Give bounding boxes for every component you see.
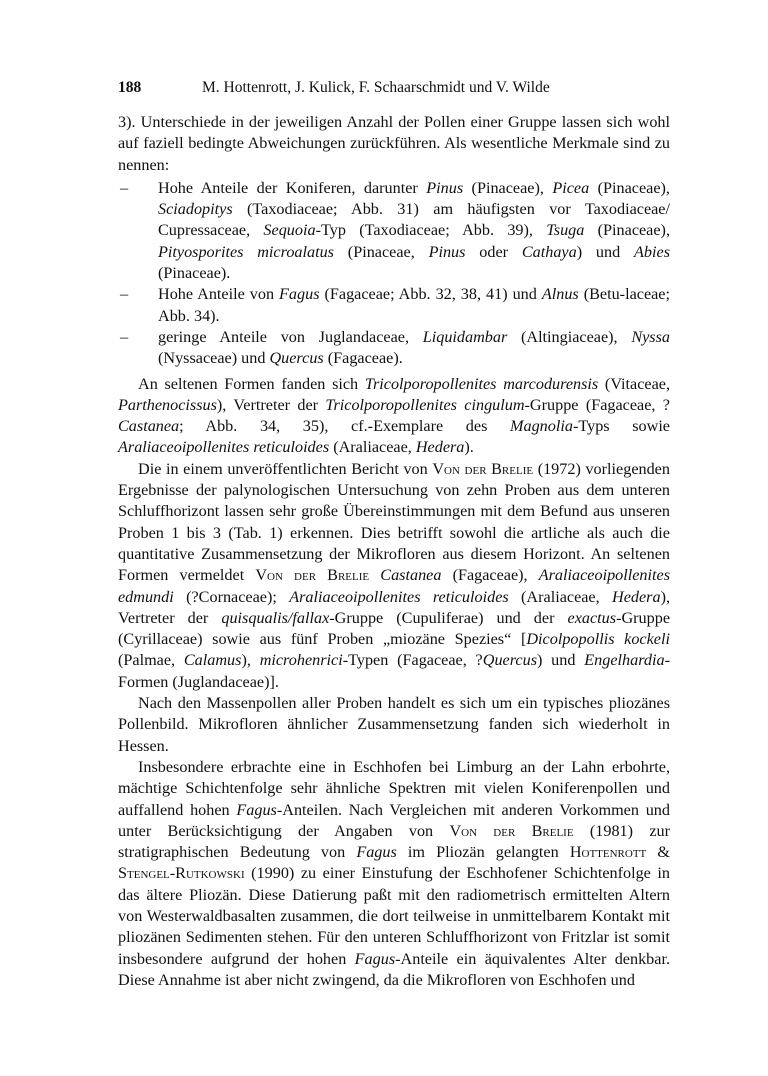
author-name: Von der Brelie bbox=[432, 459, 534, 478]
body-text bbox=[118, 112, 670, 991]
list-dash: – bbox=[120, 285, 129, 304]
feature-list bbox=[118, 178, 670, 370]
author-name: Von der Brelie bbox=[255, 566, 370, 585]
paragraph: Nach den Massenpollen aller Proben handelt es sich um ein typisches pliozänes Pollenbild. Mikrofloren ähnlicher Zusammensetzung fanden sich wiederholt in Hessen. bbox=[118, 694, 670, 755]
paragraph: An seltenen Formen fanden sich Tricolporopollenites marcodurensis (Vitaceae, Parthenocissus), Vertreter der Tricolporopollenites cingulum-Gruppe (Fagaceae, ?Castanea; Abb. 34, 35), cf.-Exemplare des Magnolia-Typs sowie Araliaceoipollenites reticuloides (Araliaceae, Hedera). bbox=[118, 374, 671, 457]
list-item: – Hohe Anteile der Koniferen, darunter Pinus (Pinaceae), Picea (Pinaceae), Sciadopitys (Taxodiaceae; Abb. 31) am häufigsten vor Taxodiaceae/ Cupressaceae, Sequoia-Typ (Taxodiaceae; Abb. 39), Tsuga (Pinaceae), Pityosporites microalatus (Pinaceae, Pinus oder Cathaya) und Abies (Pinaceae). bbox=[120, 178, 670, 283]
author-name: Hottenrott bbox=[569, 843, 647, 862]
paragraph: Die in einem unveröffentlichten Bericht von Von der Brelie (1972) vorliegenden Ergebnisse der palynologischen Untersuchung von zehn Proben aus dem unteren Schluffhorizont lassen sehr große Übereinstimmungen mit dem Befund aus unseren Proben 1 bis 3 (Tab. 1) erkennen. Dies betrifft sowohl die artliche als auch die quantitative Zusammensetzung der Mikrofloren aus diesem Horizont. An seltenen Formen vermeldet Von der Brelie Castanea (Fagaceae), Araliaceoipollenites edmundi (?Cornaceae); Araliaceoipollenites reticuloides (Araliaceae, Hedera), Vertreter der quisqualis/fallax-Gruppe (Cupuliferae) und der exactus-Gruppe (Cyrillaceae) sowie aus fünf Proben „miozäne Spezies“ [Dicolpopollis kockeli (Palmae, Calamus), microhenrici-Typen (Fagaceae, ?Quercus) und Engelhardia-Formen (Juglandaceae)]. bbox=[118, 459, 671, 691]
list-dash: – bbox=[120, 327, 129, 346]
paragraph-intro: 3). Unterschiede in der jeweiligen Anzahl der Pollen einer Gruppe lassen sich wohl auf faziell bedingte Abweichungen zurückführen. Als wesentliche Merkmale sind zu nennen: bbox=[118, 113, 670, 174]
list-dash: – bbox=[120, 178, 129, 197]
list-item: – Hohe Anteile von Fagus (Fagaceae; Abb. 32, 38, 41) und Alnus (Betu-laceae; Abb. 34). bbox=[120, 285, 670, 325]
author-name: Von der Brelie bbox=[449, 821, 574, 840]
paragraph: Insbesondere erbrachte eine in Eschhofen bei Limburg an der Lahn erbohrte, mächtige Schichtenfolge sehr ähnliche Spektren mit vielen Koniferenpollen und auffallend hohen Fagus-Anteilen. Nach Vergleichen mit anderen Vorkommen und unter Berücksichtigung der Angaben von Von der Brelie (1981) zur stratigraphischen Bedeutung von Fagus im Pliozän gelangten Hottenrott & Stengel-Rutkowski (1990) zu einer Einstufung der Eschhofener Schichtenfolge in das ältere Pliozän. Diese Datierung paßt mit den radiometrisch ermittelten Altern von Westerwaldbasalten zusammen, die dort teilweise in unmittelbarem Kontakt mit pliozänen Sedimenten stehen. Für den unteren Schluffhorizont von Fritzlar ist somit insbesondere aufgrund der hohen Fagus-Anteile ein äquivalentes Alter denkbar. Diese Annahme ist aber nicht zwingend, da die Mikrofloren von Eschhofen und bbox=[118, 757, 670, 989]
page-number: 188 bbox=[118, 79, 142, 96]
list-item: – geringe Anteile von Juglandaceae, Liquidambar (Altingiaceae), Nyssa (Nyssaceae) und Quercus (Fagaceae). bbox=[120, 327, 670, 368]
author-name: Stengel-Rutkowski bbox=[118, 864, 245, 883]
running-head: M. Hottenrott, J. Kulick, F. Schaarschmidt und V. Wilde bbox=[202, 79, 550, 96]
page-header bbox=[118, 76, 670, 100]
